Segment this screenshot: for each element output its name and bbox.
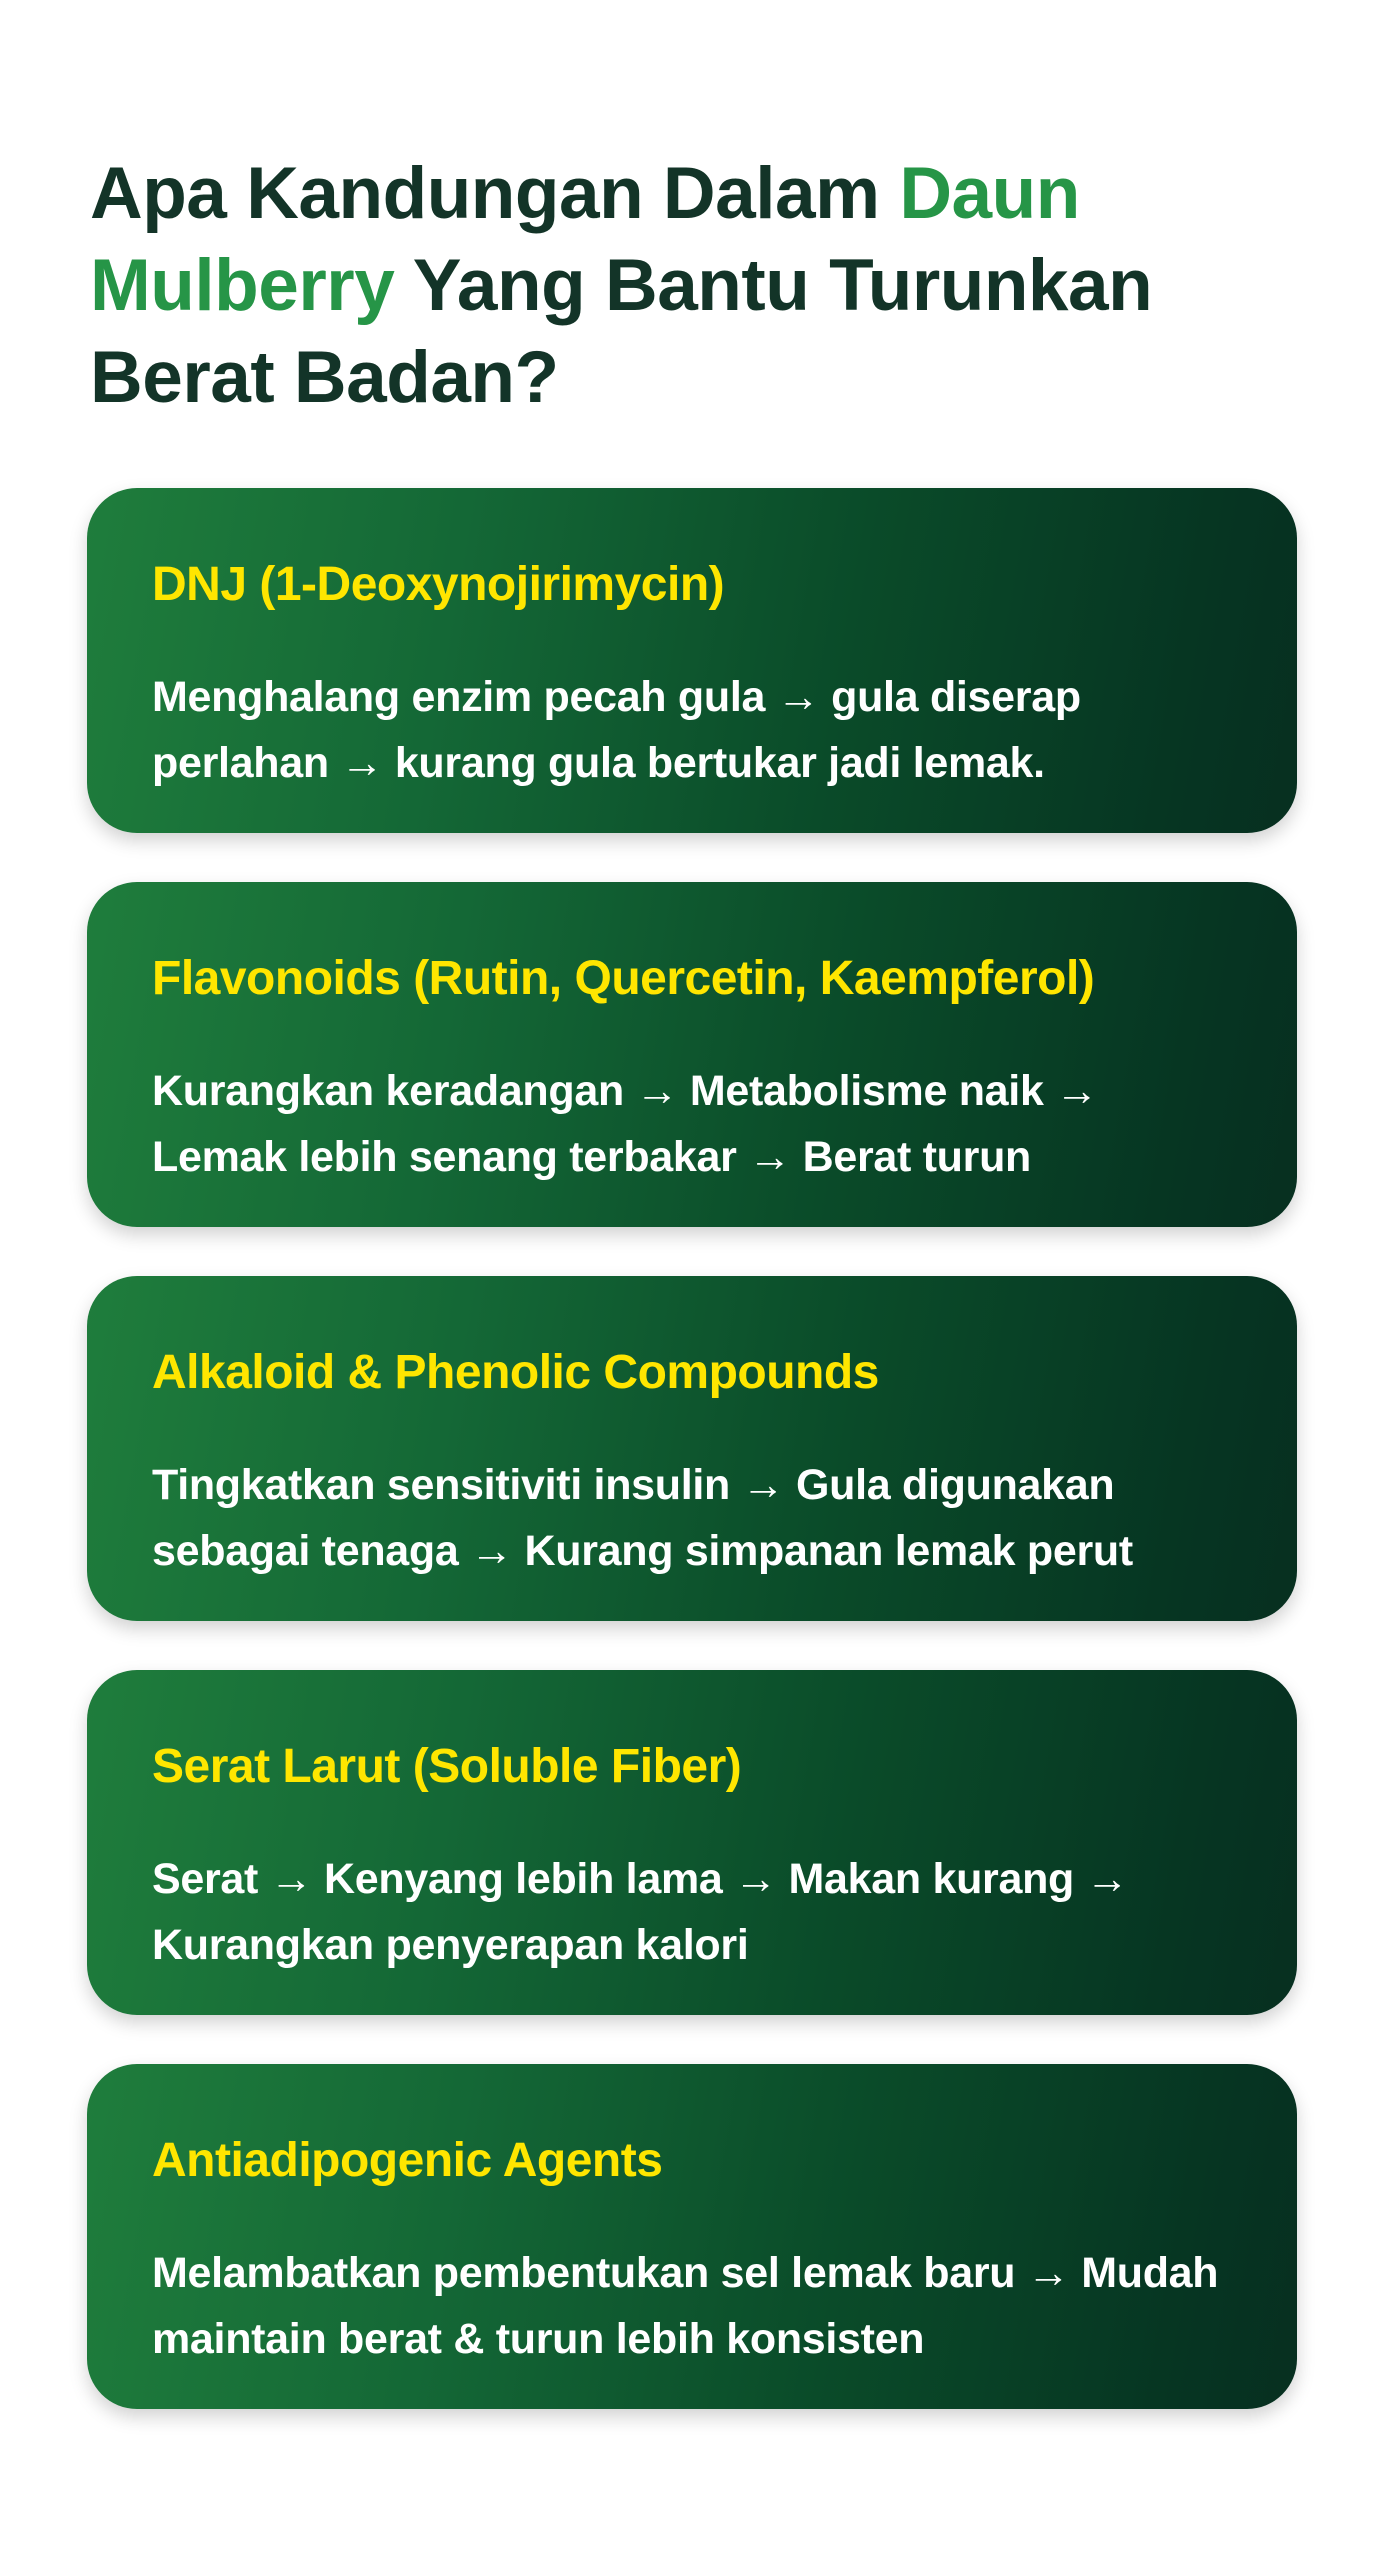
- card-heading-flavonoids: Flavonoids (Rutin, Quercetin, Kaempferol): [152, 951, 1095, 1005]
- card-heading-dnj: DNJ (1-Deoxynojirimycin): [152, 557, 725, 611]
- card-heading-serat-larut: Serat Larut (Soluble Fiber): [152, 1739, 742, 1793]
- card-heading-alkaloid: Alkaloid & Phenolic Compounds: [152, 1345, 879, 1399]
- card-body-dnj: Menghalang enzim pecah gula → gula diserap perlahan → kurang gula bertukar jadi lemak.: [152, 672, 1081, 788]
- title-segment-dark-1: Apa Kandungan Dalam: [90, 153, 900, 234]
- title-segment-dark-2: Yang Bantu Turunkan Berat Badan?: [90, 244, 1153, 418]
- title-segment-accent: Daun Mulberry: [90, 153, 1080, 326]
- card-body-alkaloid: Tingkatkan sensitiviti insulin → Gula digunakan sebagai tenaga → Kurang simpanan lemak perut: [152, 1460, 1133, 1576]
- info-card-serat-larut: [87, 1670, 1297, 2015]
- info-card-dnj: [87, 488, 1297, 833]
- page-title: [90, 148, 1280, 424]
- card-body-antiadipogenic: Melambatkan pembentukan sel lemak baru → Mudah maintain berat & turun lebih konsisten: [152, 2248, 1219, 2364]
- info-card-antiadipogenic: [87, 2064, 1297, 2409]
- info-card-alkaloid: [87, 1276, 1297, 1621]
- card-body-flavonoids: Kurangkan keradangan → Metabolisme naik → Lemak lebih senang terbakar → Berat turun: [152, 1066, 1098, 1182]
- card-heading-antiadipogenic: Antiadipogenic Agents: [152, 2133, 663, 2187]
- info-card-flavonoids: [87, 882, 1297, 1227]
- card-body-serat-larut: Serat → Kenyang lebih lama → Makan kurang → Kurangkan penyerapan kalori: [152, 1854, 1129, 1970]
